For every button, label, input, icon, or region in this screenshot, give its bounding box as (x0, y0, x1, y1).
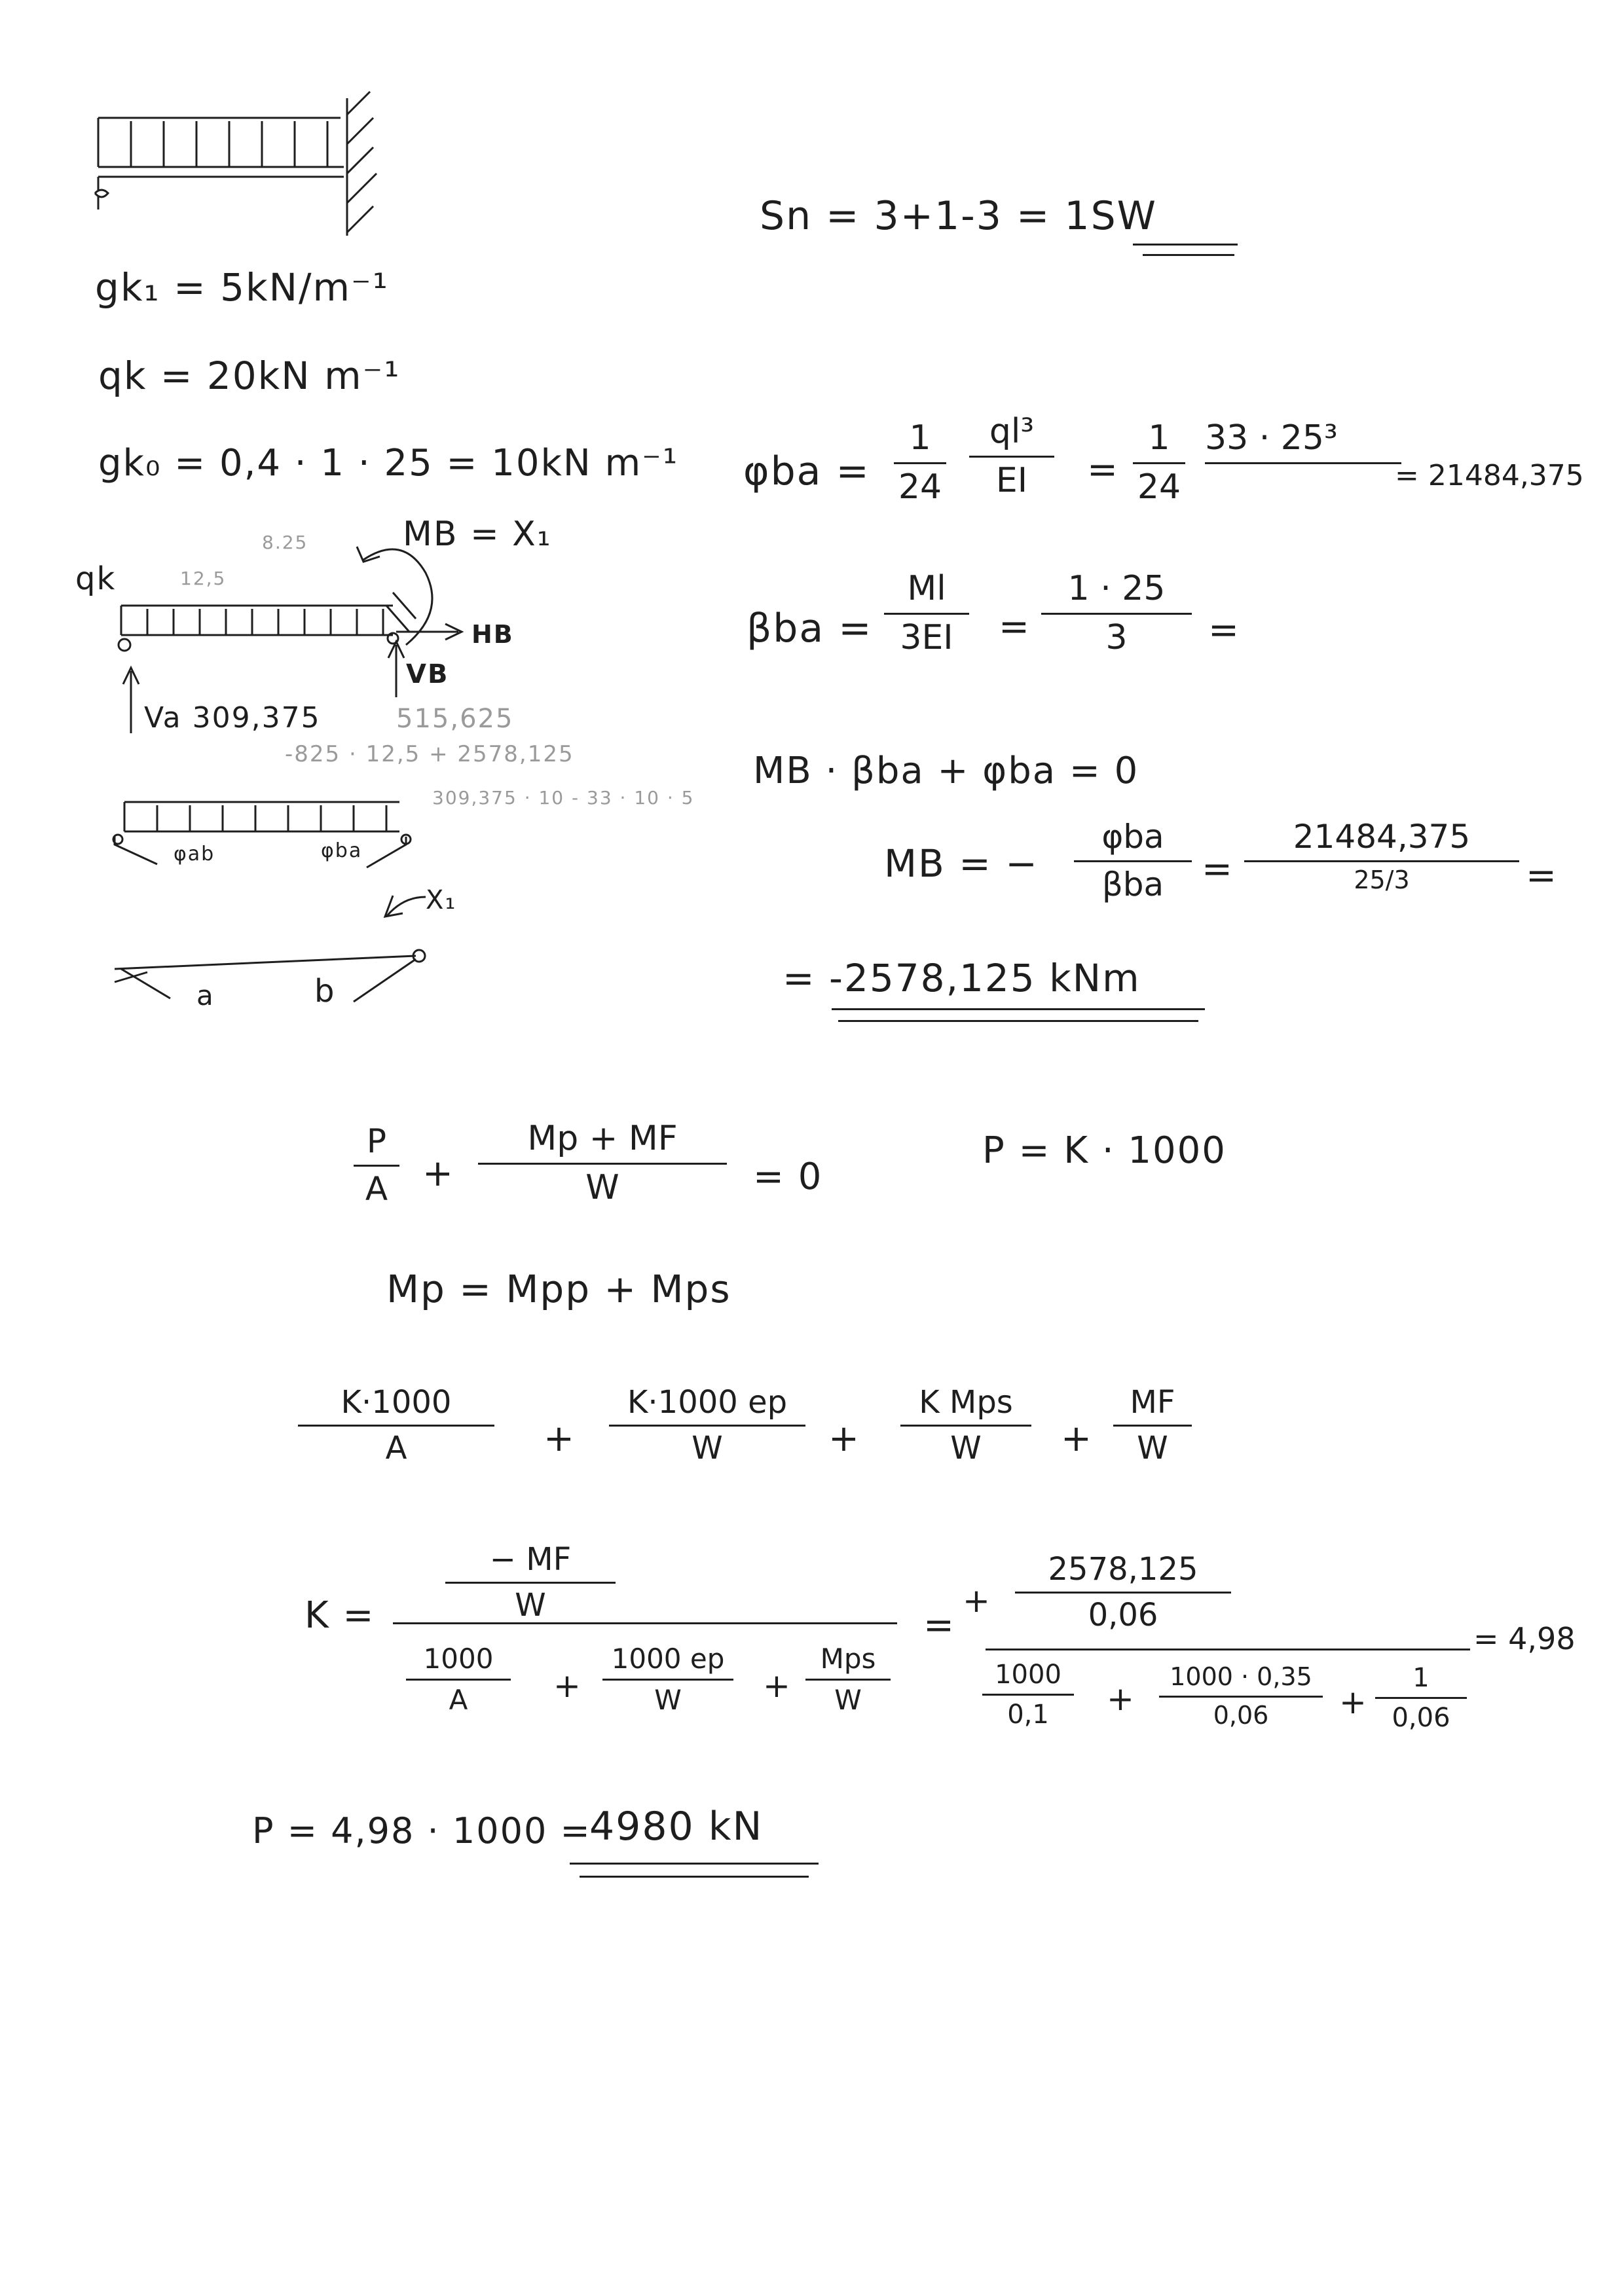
unit-beam-sketch (115, 950, 425, 1002)
expand-f1-den: A (385, 1430, 407, 1467)
p-underline-1 (570, 1863, 819, 1865)
mb-f1-num: φba (1101, 818, 1164, 856)
expand-plus-2: + (828, 1417, 860, 1460)
mb-tail: = (1526, 854, 1558, 897)
expand-frac-1 (298, 1385, 494, 1467)
sn-equation: Sn = 3+1-3 = 1SW (760, 193, 1157, 239)
beta-f2-den: 3 (1105, 617, 1128, 657)
k-b1-den: A (449, 1684, 468, 1717)
phi-b-label: φba (321, 839, 363, 862)
cantilever-sketch (95, 92, 377, 236)
va-label: Va 309,375 (144, 701, 321, 735)
mb-result: = -2578,125 kNm (783, 956, 1141, 1000)
k-r2-num: 1000 · 0,35 (1170, 1662, 1312, 1691)
phi-f1-den: 24 (898, 467, 942, 507)
phi-f3-num: 1 (1148, 418, 1170, 458)
k-plus-2: + (763, 1667, 792, 1705)
p-underline-2 (580, 1876, 809, 1878)
p-result-value: 4980 kN (589, 1804, 764, 1850)
k-plus-1: + (553, 1667, 582, 1705)
mb-f2-den: 25/3 (1354, 865, 1410, 894)
vb-label: VB (406, 659, 449, 689)
mb-underline-2 (838, 1020, 1198, 1022)
qk-load: qk = 20kN m⁻¹ (98, 354, 401, 398)
phi-f4-num: 33 · 25³ (1205, 418, 1338, 458)
q-label: qk (75, 560, 117, 597)
beta-eq-sign: = (999, 606, 1031, 648)
beta-f1-den: 3EI (900, 617, 953, 657)
k-rt-num: 2578,125 (1048, 1551, 1198, 1588)
k-right-frac-3 (1375, 1663, 1467, 1733)
phi-frac-1 (894, 419, 946, 507)
beta-f1-num: Ml (907, 569, 946, 608)
stress-frac-1 (354, 1123, 399, 1208)
gk1-load: gk₁ = 5kN/m⁻¹ (95, 265, 389, 310)
mb-line-1: MB · βba + φba = 0 (753, 750, 1139, 792)
mb-f2-num: 21484,375 (1293, 818, 1471, 856)
k-bottom-frac-3 (805, 1643, 891, 1717)
stress-f1-num: P (366, 1122, 387, 1160)
hb-label: HB (471, 620, 514, 649)
k-r1-den: 0,1 (1007, 1700, 1049, 1730)
p-result-text: P = 4,98 · 1000 = (252, 1810, 591, 1851)
mb-frac-1 (1074, 818, 1192, 903)
stress-f2-num: Mp + MF (527, 1119, 678, 1158)
k-plus-3: + (1107, 1680, 1135, 1718)
k-lhs: K = (304, 1594, 375, 1637)
mb-underline-1 (832, 1008, 1205, 1010)
stress-frac-2 (478, 1120, 727, 1208)
mb-f1-den: βba (1101, 865, 1164, 903)
k-right-main-bar (986, 1649, 1470, 1650)
k-b2-num: 1000 ep (611, 1643, 725, 1675)
k-rt-den: 0,06 (1088, 1597, 1158, 1634)
expand-plus-1: + (544, 1417, 576, 1460)
phi-f1-num: 1 (909, 418, 931, 458)
stress-plus: + (422, 1152, 454, 1195)
k-right-top-frac (1015, 1552, 1231, 1633)
mb-eq-sign: = (1202, 848, 1234, 890)
stress-f2-den: W (585, 1167, 619, 1207)
note-line-2: 309,375 · 10 - 33 · 10 · 5 (432, 787, 695, 809)
k-result: = 4,98 (1473, 1621, 1576, 1656)
k-bottom-frac-1 (406, 1643, 511, 1717)
k-bottom-frac-2 (602, 1643, 733, 1717)
expand-f2-num: K·1000 ep (627, 1384, 788, 1421)
phi-frac-4 (1205, 419, 1401, 468)
phi-eq-sign: = (1087, 448, 1119, 491)
phi-result: = 21484,375 (1395, 459, 1584, 492)
expand-frac-3 (900, 1385, 1031, 1467)
k-sign: + (963, 1582, 991, 1620)
sn-underline-2 (1143, 254, 1234, 256)
small-top-value: 8.25 (262, 532, 308, 553)
phi-frac-2 (969, 412, 1054, 501)
phi-lhs: φba = (743, 448, 870, 494)
beam-b-label: b (314, 973, 336, 1010)
expand-f1-num: K·1000 (341, 1384, 452, 1421)
simple-beam-sketch (113, 802, 426, 917)
expand-f4-den: W (1137, 1430, 1168, 1467)
beta-f2-num: 1 · 25 (1067, 569, 1166, 608)
beta-frac-1 (884, 570, 969, 658)
phi-f2-num: ql³ (989, 412, 1035, 451)
note-line-1: -825 · 12,5 + 2578,125 (285, 741, 574, 767)
k-right-frac-2 (1159, 1663, 1323, 1730)
beam-a-label: a (196, 979, 215, 1011)
k-plus-4: + (1339, 1683, 1368, 1721)
beta-frac-2 (1041, 570, 1192, 658)
k-b3-num: Mps (820, 1643, 876, 1675)
beta-lhs: βba = (747, 606, 873, 651)
mb-lhs: MB = − (884, 841, 1039, 886)
expand-frac-4 (1113, 1385, 1192, 1467)
vb-value: 515,625 (396, 704, 514, 734)
k-b1-num: 1000 (423, 1643, 494, 1675)
expand-f4-num: MF (1130, 1384, 1175, 1421)
expand-plus-3: + (1061, 1417, 1093, 1460)
expand-f2-den: W (692, 1430, 723, 1467)
expand-f3-num: K Mps (919, 1384, 1013, 1421)
expand-frac-2 (609, 1385, 805, 1467)
stress-tail: = 0 (753, 1156, 823, 1198)
small-top-value-2: 12,5 (180, 568, 227, 589)
k-top-den: W (515, 1587, 546, 1624)
gko-load: gk₀ = 0,4 · 1 · 25 = 10kN m⁻¹ (98, 442, 679, 484)
k-r2-den: 0,06 (1213, 1700, 1269, 1730)
mb-frac-2 (1244, 818, 1519, 894)
k-r3-den: 0,06 (1392, 1703, 1450, 1733)
stress-f1-den: A (365, 1169, 388, 1208)
phi-f3-den: 24 (1137, 467, 1181, 507)
k-right-frac-1 (982, 1660, 1074, 1730)
mp-definition: Mp = Mpp + Mps (386, 1267, 731, 1311)
k-top-frac (445, 1542, 616, 1624)
expand-f3-den: W (950, 1430, 982, 1467)
k-r3-num: 1 (1412, 1663, 1430, 1693)
k-r1-num: 1000 (995, 1660, 1061, 1690)
phi-f2-den: EI (995, 460, 1028, 500)
beta-tail: = (1208, 609, 1240, 651)
phi-a-label: φab (174, 843, 215, 866)
p-definition: P = K · 1000 (982, 1129, 1227, 1172)
k-top-num: − MF (489, 1541, 572, 1578)
k-b3-den: W (834, 1684, 862, 1717)
sn-underline-1 (1133, 244, 1238, 246)
k-b2-den: W (654, 1684, 682, 1717)
k-eq-sign: = (923, 1604, 955, 1647)
phi-frac-3 (1133, 419, 1185, 507)
x1-label: X₁ (426, 885, 457, 915)
mb-label: MB = X₁ (403, 515, 552, 554)
